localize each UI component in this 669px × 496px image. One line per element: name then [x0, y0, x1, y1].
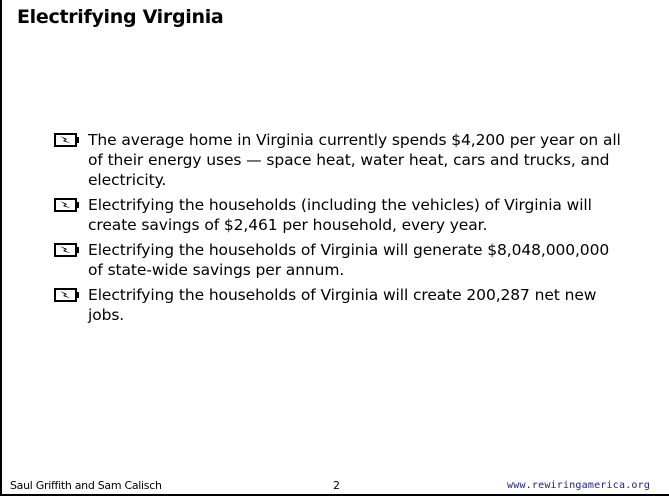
bullet-item	[52, 240, 627, 280]
bullet-item	[52, 285, 627, 325]
bullet-text: Electrifying the households of Virginia will generate $8,048,000,000 of state-wide savings per annum.	[88, 241, 610, 279]
bullet-item	[52, 195, 627, 235]
battery-bolt-icon	[54, 198, 80, 212]
page-number: 2	[333, 479, 340, 492]
footer-authors: Saul Griffith and Sam Calisch	[10, 479, 162, 492]
bullet-text: The average home in Virginia currently spends $4,200 per year on all of their energy uses — space heat, water heat, cars and trucks, and electricity.	[88, 131, 621, 189]
bullet-item	[52, 130, 627, 190]
footer-url-link[interactable]: www.rewiringamerica.org	[507, 480, 651, 491]
battery-bolt-icon	[54, 243, 80, 257]
battery-bolt-icon	[54, 133, 80, 147]
bullet-list	[52, 130, 627, 330]
slide-title: Electrifying Virginia	[17, 6, 224, 28]
bullet-text: Electrifying the households of Virginia will create 200,287 net new jobs.	[88, 286, 597, 324]
bullet-text: Electrifying the households (including the vehicles) of Virginia will create savings of $2,461 per household, every year.	[88, 196, 592, 234]
battery-bolt-icon	[54, 288, 80, 302]
